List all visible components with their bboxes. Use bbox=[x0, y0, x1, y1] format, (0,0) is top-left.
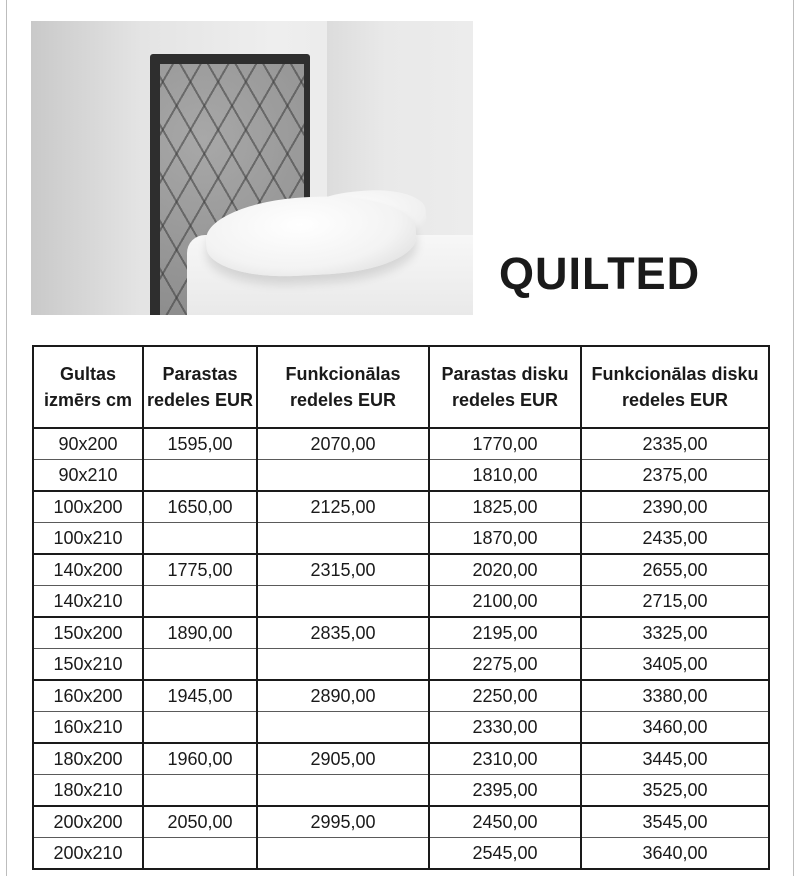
cell-functional-slats bbox=[257, 523, 429, 555]
cell-functional-disc-slats: 3325,00 bbox=[581, 617, 769, 649]
table-row bbox=[33, 712, 769, 744]
cell-functional-slats: 2315,00 bbox=[257, 554, 429, 586]
cell-functional-disc-slats: 3460,00 bbox=[581, 712, 769, 744]
cell-functional-disc-slats: 2335,00 bbox=[581, 428, 769, 460]
table-row bbox=[33, 775, 769, 807]
cell-functional-slats: 2070,00 bbox=[257, 428, 429, 460]
cell-regular-slats bbox=[143, 838, 257, 870]
cell-functional-slats bbox=[257, 838, 429, 870]
cell-regular-slats: 2050,00 bbox=[143, 806, 257, 838]
header-regular-disc-slats: Parastas disku redeles EUR bbox=[429, 346, 581, 428]
cell-size: 140x210 bbox=[33, 586, 143, 618]
cell-functional-disc-slats: 2390,00 bbox=[581, 491, 769, 523]
cell-size: 180x200 bbox=[33, 743, 143, 775]
table-row bbox=[33, 806, 769, 838]
header-bed-size: Gultas izmērs cm bbox=[33, 346, 143, 428]
cell-regular-disc-slats: 1870,00 bbox=[429, 523, 581, 555]
cell-functional-slats bbox=[257, 712, 429, 744]
cell-regular-slats bbox=[143, 586, 257, 618]
cell-regular-slats: 1945,00 bbox=[143, 680, 257, 712]
cell-functional-slats bbox=[257, 586, 429, 618]
cell-size: 150x210 bbox=[33, 649, 143, 681]
table-row bbox=[33, 554, 769, 586]
cell-regular-disc-slats: 1825,00 bbox=[429, 491, 581, 523]
cell-regular-disc-slats: 2330,00 bbox=[429, 712, 581, 744]
cell-size: 100x210 bbox=[33, 523, 143, 555]
cell-size: 90x210 bbox=[33, 460, 143, 492]
cell-regular-disc-slats: 1770,00 bbox=[429, 428, 581, 460]
cell-regular-disc-slats: 2100,00 bbox=[429, 586, 581, 618]
cell-functional-disc-slats: 3380,00 bbox=[581, 680, 769, 712]
cell-regular-disc-slats: 2195,00 bbox=[429, 617, 581, 649]
cell-functional-disc-slats: 3405,00 bbox=[581, 649, 769, 681]
cell-regular-disc-slats: 2545,00 bbox=[429, 838, 581, 870]
cell-functional-slats: 2890,00 bbox=[257, 680, 429, 712]
cell-size: 150x200 bbox=[33, 617, 143, 649]
cell-functional-slats bbox=[257, 649, 429, 681]
cell-size: 200x210 bbox=[33, 838, 143, 870]
cell-functional-slats bbox=[257, 775, 429, 807]
table-row bbox=[33, 586, 769, 618]
table-row bbox=[33, 617, 769, 649]
product-photo bbox=[31, 21, 473, 315]
header-regular-slats: Parastas redeles EUR bbox=[143, 346, 257, 428]
cell-regular-slats bbox=[143, 523, 257, 555]
table-row bbox=[33, 523, 769, 555]
cell-functional-slats: 2835,00 bbox=[257, 617, 429, 649]
cell-regular-disc-slats: 2020,00 bbox=[429, 554, 581, 586]
table-row bbox=[33, 491, 769, 523]
price-table bbox=[32, 345, 770, 870]
cell-size: 100x200 bbox=[33, 491, 143, 523]
cell-functional-disc-slats: 3445,00 bbox=[581, 743, 769, 775]
cell-regular-disc-slats: 2395,00 bbox=[429, 775, 581, 807]
table-row bbox=[33, 428, 769, 460]
cell-size: 160x210 bbox=[33, 712, 143, 744]
table-row bbox=[33, 649, 769, 681]
header-functional-disc-slats: Funkcionālas disku redeles EUR bbox=[581, 346, 769, 428]
cell-size: 200x200 bbox=[33, 806, 143, 838]
cell-regular-disc-slats: 2310,00 bbox=[429, 743, 581, 775]
cell-regular-slats: 1890,00 bbox=[143, 617, 257, 649]
cell-regular-disc-slats: 2450,00 bbox=[429, 806, 581, 838]
table-row bbox=[33, 460, 769, 492]
cell-functional-disc-slats: 2375,00 bbox=[581, 460, 769, 492]
cell-regular-slats: 1595,00 bbox=[143, 428, 257, 460]
cell-functional-disc-slats: 3545,00 bbox=[581, 806, 769, 838]
cell-regular-disc-slats: 2250,00 bbox=[429, 680, 581, 712]
cell-size: 180x210 bbox=[33, 775, 143, 807]
cell-functional-disc-slats: 2655,00 bbox=[581, 554, 769, 586]
cell-functional-slats: 2905,00 bbox=[257, 743, 429, 775]
cell-functional-disc-slats: 3640,00 bbox=[581, 838, 769, 870]
cell-functional-disc-slats: 2435,00 bbox=[581, 523, 769, 555]
cell-functional-slats: 2125,00 bbox=[257, 491, 429, 523]
cell-size: 90x200 bbox=[33, 428, 143, 460]
cell-regular-slats bbox=[143, 649, 257, 681]
table-row bbox=[33, 743, 769, 775]
cell-size: 140x200 bbox=[33, 554, 143, 586]
cell-regular-slats: 1775,00 bbox=[143, 554, 257, 586]
cell-regular-slats: 1650,00 bbox=[143, 491, 257, 523]
cell-size: 160x200 bbox=[33, 680, 143, 712]
page-border-left bbox=[6, 0, 7, 876]
cell-functional-slats: 2995,00 bbox=[257, 806, 429, 838]
cell-regular-disc-slats: 1810,00 bbox=[429, 460, 581, 492]
cell-regular-slats bbox=[143, 460, 257, 492]
cell-regular-slats: 1960,00 bbox=[143, 743, 257, 775]
cell-functional-disc-slats: 3525,00 bbox=[581, 775, 769, 807]
page-border-right bbox=[793, 0, 794, 876]
table-row bbox=[33, 680, 769, 712]
price-table-header-row bbox=[33, 346, 769, 428]
cell-regular-disc-slats: 2275,00 bbox=[429, 649, 581, 681]
product-title: QUILTED bbox=[499, 248, 701, 299]
cell-regular-slats bbox=[143, 712, 257, 744]
cell-functional-disc-slats: 2715,00 bbox=[581, 586, 769, 618]
cell-functional-slats bbox=[257, 460, 429, 492]
header-functional-slats: Funkcionālas redeles EUR bbox=[257, 346, 429, 428]
cell-regular-slats bbox=[143, 775, 257, 807]
table-row bbox=[33, 838, 769, 870]
